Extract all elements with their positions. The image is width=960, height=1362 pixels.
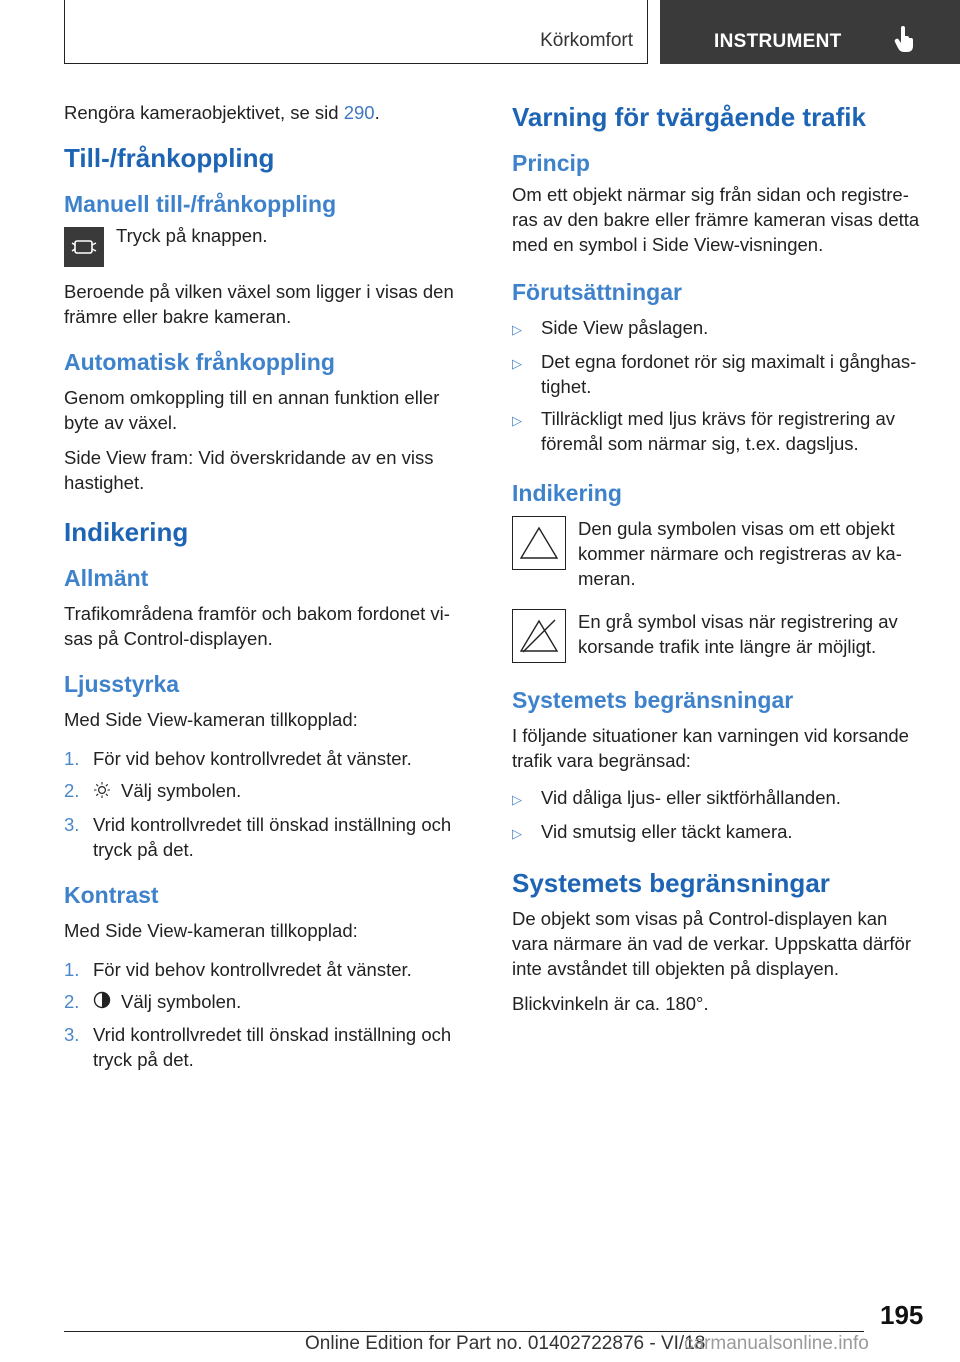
heading-limits-1: Systemets begränsningar — [512, 687, 794, 713]
contrast-steps — [64, 957, 464, 1073]
brightness-steps — [64, 746, 464, 862]
heading-manual: Manuell till-/frånkoppling — [64, 191, 337, 217]
heading-brightness: Ljusstyrka — [64, 671, 180, 697]
heading-display: Indikering — [64, 517, 189, 547]
list-item: 1. För vid behov kontrollvredet åt vänster. — [64, 958, 412, 980]
grey-symbol-text: En grå symbol visas när registrering av korsande trafik inte längre är möjligt. — [578, 611, 898, 657]
header-section-box — [64, 0, 648, 64]
heading-contrast: Kontrast — [64, 881, 159, 908]
auto-text-1: Genom omkoppling till en annan funktion eller byte av växel. — [64, 387, 440, 433]
yellow-symbol-row — [512, 516, 928, 591]
limits-1-intro: I följande situationer kan varningen vid korsande trafik vara begränsad: — [512, 725, 909, 771]
principle-text: Om ett objekt närmar sig från sidan och registreras av den bakre eller främre kameran visas detta med en symbol i Side View-visningen. — [512, 184, 920, 255]
heading-requirements: Förutsättningar — [512, 279, 682, 305]
footer-edition: Online Edition for Part no. 01402722876 - VI/18 — [305, 1333, 706, 1354]
hand-pointer-icon — [894, 26, 916, 57]
camera-button-icon — [64, 227, 104, 267]
heading-general: Allmänt — [64, 565, 149, 591]
list-item: ▷ Vid dåliga ljus- eller siktförhållanden. — [512, 787, 841, 808]
footer-divider — [64, 1331, 864, 1332]
heading-cross-traffic: Varning för tvärgående trafik — [512, 102, 866, 132]
limits-2-text: De objekt som visas på Control-displayen kan vara närmare än vad de verkar. Uppskatta därför inte avståndet till objekten på displayen. — [512, 908, 911, 979]
manual-description: Beroende på vilken växel som ligger i visas den främre eller bakre kameran. — [64, 281, 454, 327]
heading-auto-off: Automatisk frånkoppling — [64, 349, 335, 375]
auto-text-2: Side View fram: Vid överskridande av en viss hastighet. — [64, 447, 434, 493]
brightness-intro: Med Side View-kameran tillkopplad: — [64, 709, 358, 730]
list-item: ▷ Tillräckligt med ljus krävs för registrering av föremål som närmar sig, t.ex. dagsljus. — [512, 408, 895, 454]
sun-icon — [93, 780, 113, 805]
contrast-intro: Med Side View-kameran tillkopplad: — [64, 919, 358, 941]
list-item: ▷ Vid smutsig eller täckt kamera. — [512, 821, 793, 842]
warning-triangle-crossed-icon — [512, 609, 566, 663]
requirements-list — [512, 315, 928, 456]
intro-paragraph: Rengöra kameraobjektivet, se sid 290. — [64, 102, 380, 123]
contrast-icon — [93, 990, 113, 1015]
list-item: 2. Välj symbolen. — [64, 989, 464, 1016]
heading-principle: Princip — [512, 150, 590, 176]
page-number: 195 — [880, 1300, 924, 1330]
list-item: 3. Vrid kontrollvredet till önskad inställning och tryck på det. — [64, 1024, 452, 1071]
heading-toggle: Till-/frånkoppling — [64, 143, 275, 173]
list-item: ▷ Det egna fordonet rör sig maximalt i gånghastighet. — [512, 351, 917, 397]
page-link-290[interactable]: 290 — [343, 102, 375, 123]
right-column — [512, 100, 928, 1026]
header-chapter-title: INSTRUMENT — [714, 31, 842, 52]
list-item: 1. För vid behov kontrollvredet åt vänster. — [64, 748, 412, 769]
heading-display-right: Indikering — [512, 480, 622, 506]
limits-1-list — [512, 785, 928, 846]
manual-text: Tryck på knappen. — [116, 225, 268, 246]
heading-limits-2: Systemets begränsningar — [512, 868, 830, 898]
warning-triangle-icon — [512, 516, 566, 570]
list-item: 2. Välj symbolen. — [64, 778, 464, 805]
list-item: ▷ Side View påslagen. — [512, 317, 709, 338]
general-text: Trafikområdena framför och bakom fordonet visas på Control-displayen. — [64, 603, 450, 649]
header-section-title: Körkomfort — [540, 30, 633, 51]
yellow-symbol-text: Den gula symbolen visas om ett objekt kommer närmare och registreras av kameran. — [578, 518, 902, 589]
watermark: carmanualsonline.info — [684, 1333, 869, 1354]
manual-button-instruction — [64, 223, 464, 267]
left-column — [64, 100, 464, 1084]
header-chapter-tab — [660, 0, 960, 64]
list-item: 3. Vrid kontrollvredet till önskad inställning och tryck på det. — [64, 813, 452, 860]
view-angle-text: Blickvinkeln är ca. 180°. — [512, 993, 709, 1014]
grey-symbol-row — [512, 609, 928, 663]
